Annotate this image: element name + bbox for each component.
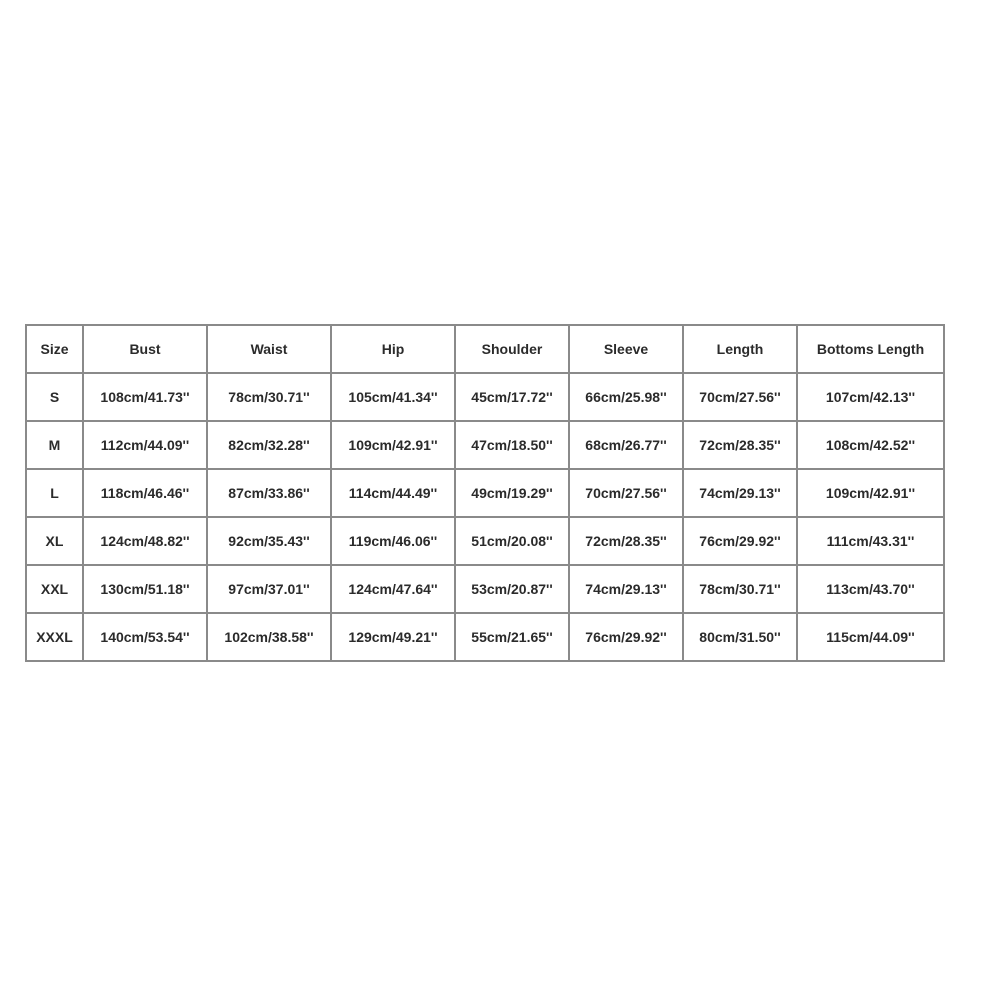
sleeve-cell: 68cm/26.77'' (569, 421, 683, 469)
size-label-cell: S (26, 373, 83, 421)
shoulder-cell: 45cm/17.72'' (455, 373, 569, 421)
sleeve-cell: 74cm/29.13'' (569, 565, 683, 613)
table-row (26, 613, 944, 661)
size-label-cell: L (26, 469, 83, 517)
waist-cell: 82cm/32.28'' (207, 421, 331, 469)
header-sleeve: Sleeve (569, 325, 683, 373)
hip-cell: 129cm/49.21'' (331, 613, 455, 661)
shoulder-cell: 47cm/18.50'' (455, 421, 569, 469)
length-cell: 70cm/27.56'' (683, 373, 797, 421)
bottoms-length-cell: 113cm/43.70'' (797, 565, 944, 613)
header-hip: Hip (331, 325, 455, 373)
waist-cell: 92cm/35.43'' (207, 517, 331, 565)
length-cell: 74cm/29.13'' (683, 469, 797, 517)
table-row (26, 469, 944, 517)
bottoms-length-cell: 109cm/42.91'' (797, 469, 944, 517)
header-bottoms-length: Bottoms Length (797, 325, 944, 373)
table-body (26, 373, 944, 661)
bust-cell: 118cm/46.46'' (83, 469, 207, 517)
waist-cell: 97cm/37.01'' (207, 565, 331, 613)
shoulder-cell: 55cm/21.65'' (455, 613, 569, 661)
sleeve-cell: 72cm/28.35'' (569, 517, 683, 565)
hip-cell: 105cm/41.34'' (331, 373, 455, 421)
header-shoulder: Shoulder (455, 325, 569, 373)
waist-cell: 102cm/38.58'' (207, 613, 331, 661)
header-row (26, 325, 944, 373)
bottoms-length-cell: 111cm/43.31'' (797, 517, 944, 565)
shoulder-cell: 49cm/19.29'' (455, 469, 569, 517)
length-cell: 80cm/31.50'' (683, 613, 797, 661)
bust-cell: 112cm/44.09'' (83, 421, 207, 469)
header-length: Length (683, 325, 797, 373)
bottoms-length-cell: 107cm/42.13'' (797, 373, 944, 421)
sleeve-cell: 66cm/25.98'' (569, 373, 683, 421)
shoulder-cell: 51cm/20.08'' (455, 517, 569, 565)
table-row (26, 517, 944, 565)
header-waist: Waist (207, 325, 331, 373)
waist-cell: 78cm/30.71'' (207, 373, 331, 421)
bottoms-length-cell: 108cm/42.52'' (797, 421, 944, 469)
sleeve-cell: 76cm/29.92'' (569, 613, 683, 661)
table-row (26, 565, 944, 613)
bust-cell: 130cm/51.18'' (83, 565, 207, 613)
bust-cell: 124cm/48.82'' (83, 517, 207, 565)
hip-cell: 119cm/46.06'' (331, 517, 455, 565)
bust-cell: 108cm/41.73'' (83, 373, 207, 421)
size-label-cell: M (26, 421, 83, 469)
length-cell: 78cm/30.71'' (683, 565, 797, 613)
hip-cell: 124cm/47.64'' (331, 565, 455, 613)
table-row (26, 421, 944, 469)
waist-cell: 87cm/33.86'' (207, 469, 331, 517)
size-label-cell: XL (26, 517, 83, 565)
size-label-cell: XXXL (26, 613, 83, 661)
length-cell: 72cm/28.35'' (683, 421, 797, 469)
table-header (26, 325, 944, 373)
bottoms-length-cell: 115cm/44.09'' (797, 613, 944, 661)
header-bust: Bust (83, 325, 207, 373)
length-cell: 76cm/29.92'' (683, 517, 797, 565)
header-size: Size (26, 325, 83, 373)
size-chart-table (25, 324, 945, 662)
sleeve-cell: 70cm/27.56'' (569, 469, 683, 517)
shoulder-cell: 53cm/20.87'' (455, 565, 569, 613)
bust-cell: 140cm/53.54'' (83, 613, 207, 661)
hip-cell: 114cm/44.49'' (331, 469, 455, 517)
table-row (26, 373, 944, 421)
size-label-cell: XXL (26, 565, 83, 613)
hip-cell: 109cm/42.91'' (331, 421, 455, 469)
